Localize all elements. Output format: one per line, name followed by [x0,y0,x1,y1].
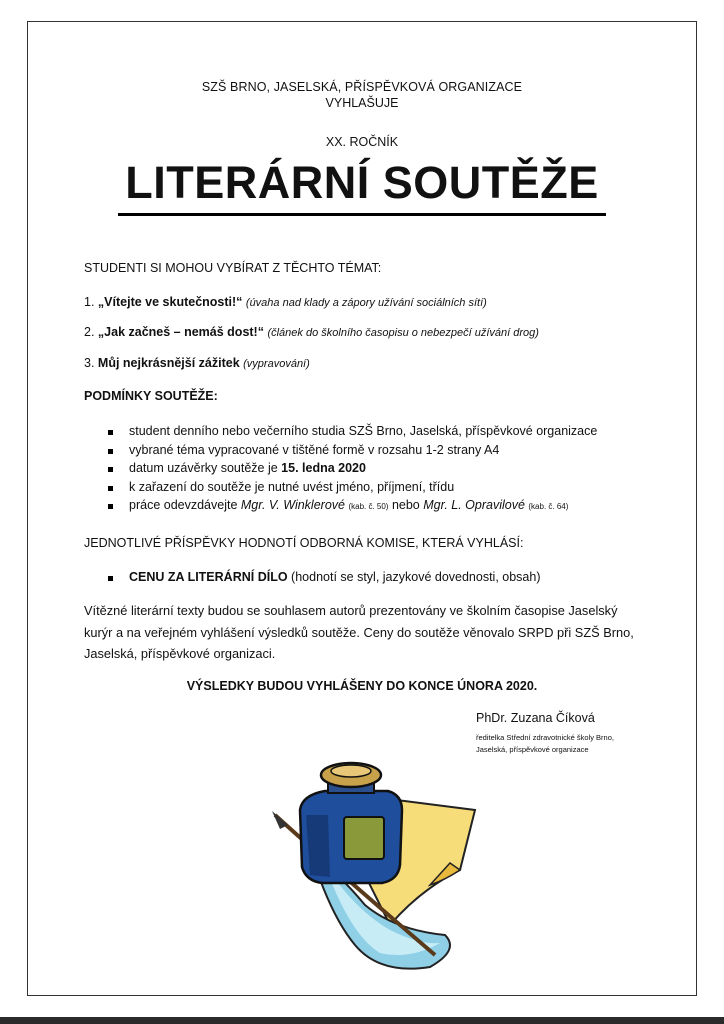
award-note: (hodnotí se styl, jazykové dovednosti, obsah) [291,570,541,584]
bottom-bar [0,1017,724,1024]
condition-5 [129,498,568,512]
topic-title: „Vítejte ve skutečnosti!“ [97,295,243,309]
bullet-icon [108,504,113,509]
cabinet-2: (kab. č. 64) [528,502,569,511]
bullet-icon [108,576,113,581]
topic-number: 3. [84,356,95,370]
bullet-icon [108,467,113,472]
condition-3-text: datum uzávěrky soutěže je [129,461,282,475]
jury-heading: JEDNOTLIVÉ PŘÍSPĚVKY HODNOTÍ ODBORNÁ KOMISE, KTERÁ VYHLÁSÍ: [84,536,524,550]
deadline-date: 15. ledna 2020 [281,461,366,475]
bullet-icon [108,449,113,454]
inkwell-quill-illustration [270,755,490,980]
topic-desc: (úvaha nad klady a zápory užívání sociálních sítí) [245,297,487,309]
teacher-1: Mgr. V. Winklerové [240,498,345,512]
signature-role-line-2: Jaselská, příspěvkové organizace [476,745,589,754]
bullet-icon [108,486,113,491]
signature-name: PhDr. Zuzana Číková [476,711,595,725]
page-title: LITERÁRNÍ SOUTĚŽE [118,154,606,216]
condition-2: vybrané téma vypracované v tištěné formě v rozsahu 1-2 strany A4 [129,443,500,457]
topics-intro: STUDENTI SI MOHOU VYBÍRAT Z TĚCHTO TÉMAT: [84,261,382,275]
condition-4: k zařazení do soutěže je nutné uvést jméno, příjmení, třídu [129,480,455,494]
bottle-label [344,817,384,859]
cap-top [331,765,371,777]
bullet-icon [108,430,113,435]
topic-number: 1. [84,295,95,309]
topic-title: Můj nejkrásnější zážitek [97,356,240,370]
results-announcement: VÝSLEDKY BUDOU VYHLÁŠENY DO KONCE ÚNORA 2020. [186,679,538,693]
announces-label: VYHLAŠUJE [325,96,399,110]
signature-role [476,732,614,756]
organization-name: SZŠ BRNO, JASELSKÁ, PŘÍSPĚVKOVÁ ORGANIZACE [201,80,523,94]
topic-item-1 [84,295,487,309]
bottle-side [306,815,330,877]
award-item [129,570,541,584]
edition-label: XX. ROČNÍK [325,135,399,149]
condition-1: student denního nebo večerního studia SZŠ Brno, Jaselská, příspěvkové organizace [129,424,598,438]
topic-desc: (článek do školního časopisu o nebezpečí užívání drog) [267,327,539,339]
info-paragraph: Vítězné literární texty budou se souhlasem autorů prezentovány ve školním časopise Jaselský kurýr a na veřejném vyhlášení výsledků soutěže. Ceny do soutěže věnovalo SRPD při SZŠ Brno, Jaselská, příspěvkové organizaci. [84,603,634,661]
signature-role-line-1: ředitelka Střední zdravotnické školy Brno, [476,733,614,742]
award-name: CENU ZA LITERÁRNÍ DÍLO [129,570,288,584]
teacher-2: Mgr. L. Opravilové [423,498,525,512]
topic-desc: (vypravování) [243,358,310,370]
topic-item-3 [84,356,310,370]
cabinet-1: (kab. č. 50) [348,502,389,511]
conditions-heading: PODMÍNKY SOUTĚŽE: [84,389,218,403]
topic-item-2 [84,325,539,339]
topic-title: „Jak začneš – nemáš dost!“ [97,325,264,339]
condition-3 [129,461,366,475]
conjunction: nebo [391,498,420,512]
condition-5-text: práce odevzdávejte [129,498,241,512]
topic-number: 2. [84,325,95,339]
